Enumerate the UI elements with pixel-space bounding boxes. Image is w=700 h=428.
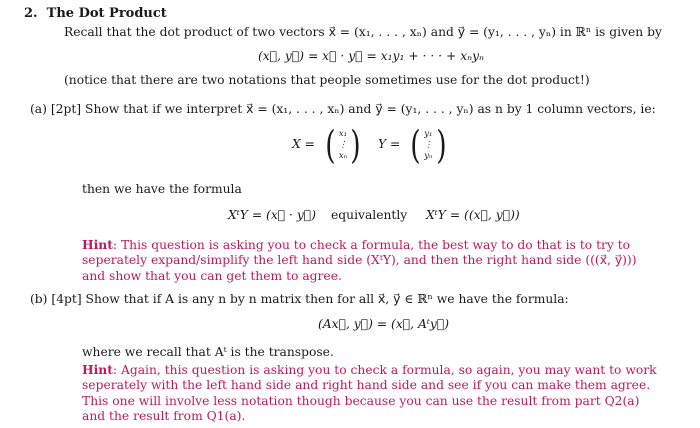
section-title: The Dot Product [46,6,167,21]
part-b-statement [30,292,569,307]
X-entry-last: xₙ [338,150,348,161]
transpose-recall: where we recall that Aᵗ is the transpose. [82,345,334,359]
part-b-hint-text: : Again, this question is asking you to check a formula, so again, you may want to work seperately with the left hand side and right hand side and see if you can make them agree. This one will involve less notation though because you can use the result from part Q2(a) and the result from Q1(a). [82,363,657,424]
dot-product-formula: (x⃗, y⃗) = x⃗ · y⃗ = x₁y₁ + · · · + xₙyₙ [258,49,485,63]
part-a-hint-text: : This question is asking you to check a formula, the best way to do that is to try to seperately expand/simplify the left hand side (XᵗY), and then the right hand side (((x⃗, y⃗))) and show that you can get them to agree. [82,238,637,283]
column-vector-Y: Y = ( y₁ ⋮ yₙ ) [378,123,447,167]
part-a-hint-label: Hint [82,237,113,252]
part-b-text: Show that if A is any n by n matrix then for all x⃗, y⃗ ∈ ℝⁿ we have the formula: [85,292,569,306]
part-a-hint [82,237,660,284]
part-b-label: (b) [30,292,48,306]
Y-entry-dots: ⋮ [424,139,433,150]
X-label: X = [292,137,315,152]
Y-entries [424,129,433,162]
Y-entry-last: yₙ [424,150,433,161]
Y-entry-first: y₁ [424,128,433,139]
part-a-text: Show that if we interpret x⃗ = (x₁, . . . , xₙ) and y⃗ = (y₁, . . . , yₙ) as n by 1 column vectors, ie: [85,102,656,116]
part-b-hint [82,362,660,424]
intro-text: Recall that the dot product of two vectors x⃗ = (x₁, . . . , xₙ) and y⃗ = (y₁, . . . , yₙ) in ℝⁿ is given by [64,25,662,39]
X-entry-dots: ⋮ [338,139,348,150]
section-heading [24,6,167,22]
notation-notice: (notice that there are two notations that people sometimes use for the dot product!) [64,73,590,87]
part-b-hint-label: Hint [82,362,113,377]
part-a-points: [2pt] [50,102,82,116]
part-a-statement [30,102,656,117]
part-a-label: (a) [30,102,47,116]
column-vector-X: X = ( x₁ ⋮ xₙ ) [292,123,361,167]
Y-label: Y = [378,137,401,152]
X-entry-first: x₁ [338,128,348,139]
X-entries [339,129,348,162]
transpose-formula: (Ax⃗, y⃗) = (x⃗, Aᵗy⃗) [318,317,450,331]
equivalently-text: equivalently [331,208,408,222]
formula-inner: XᵗY = ((x⃗, y⃗)) [426,208,520,222]
then-text: then we have the formula [82,182,242,196]
part-b-points: [4pt] [51,292,82,306]
section-number: 2. [24,6,38,21]
formula-dot: XᵗY = (x⃗ · y⃗) [228,208,316,222]
